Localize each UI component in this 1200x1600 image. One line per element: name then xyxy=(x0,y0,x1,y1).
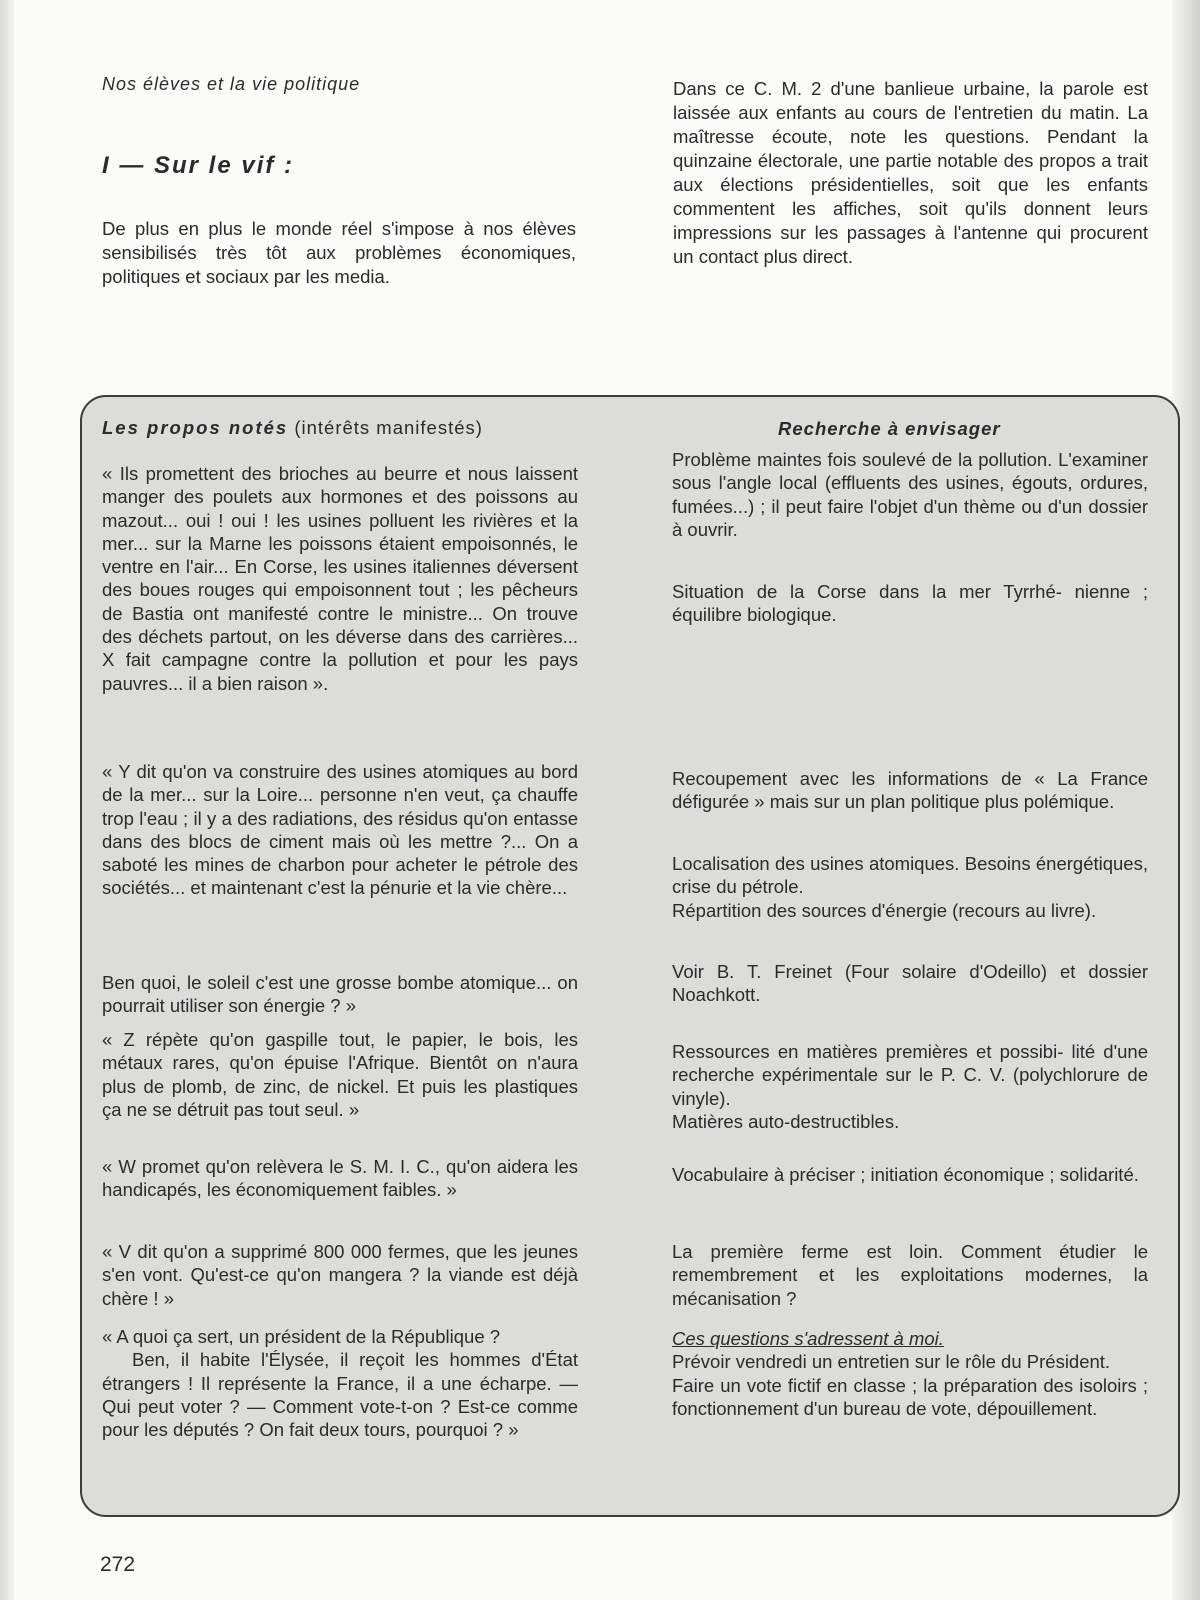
running-header: Nos élèves et la vie politique xyxy=(102,74,361,94)
research-freinet: Voir B. T. Freinet (Four solaire d'Odeillo) et dossier Noachkott. xyxy=(672,961,1148,1006)
research-resources xyxy=(672,1040,1148,1133)
research-corsica: Situation de la Corse dans la mer Tyrrhé- nienne ; équilibre biologique. xyxy=(672,581,1148,626)
research-friday-talk: Prévoir vendredi un entretien sur le rôle du Président. xyxy=(672,1351,1111,1373)
research-energy xyxy=(672,852,1148,922)
left-heading-italic: Les propos notés xyxy=(102,417,289,438)
right-column-heading: Recherche à envisager xyxy=(778,418,1001,439)
research-pcv: Ressources en matières premières et possibi- lité d'une recherche expérimentale sur le P. C. V. (polychlorure de vinyle). xyxy=(672,1041,1148,1109)
section-title: I — Sur le vif : xyxy=(102,152,295,179)
remark-sun: Ben quoi, le soleil c'est une grosse bombe atomique... on pourrait utiliser son énergie ? » xyxy=(102,972,578,1017)
remark-farms: « V dit qu'on a supprimé 800 000 fermes, que les jeunes s'en vont. Qu'est-ce qu'on mangera ? la viande est déjà chère ! » xyxy=(102,1241,578,1309)
remark-president-answer: Ben, il habite l'Élysée, il reçoit les hommes d'État étrangers ! Il représente la France, il a une écharpe. — Qui peut voter ? — Comment vote-t-on ? Est-ce comme pour les députés ? On fait deux tours, pourquoi ? » xyxy=(102,1349,578,1441)
remark-smic: « W promet qu'on relèvera le S. M. I. C., qu'on aidera les handicapés, les économiquement faibles. » xyxy=(102,1156,578,1201)
research-france-defiguree: Recoupement avec les informations de « La France défigurée » mais sur un plan politique plus polémique. xyxy=(672,768,1148,813)
research-questions-to-me: Ces questions s'adressent à moi. xyxy=(672,1328,944,1349)
page-number: 272 xyxy=(100,1553,136,1576)
research-atomic-plants: Localisation des usines atomiques. Besoins énergétiques, crise du pétrole. xyxy=(672,853,1148,898)
intro-paragraph: De plus en plus le monde réel s'impose à nos élèves sensibilisés très tôt aux problèmes économiques, politiques et sociaux par les media. xyxy=(102,218,576,287)
remark-atomic: « Y dit qu'on va construire des usines atomiques au bord de la mer... sur la Loire... personne n'en veut, ça chauffe trop l'eau ; il y a des radiations, des résidus qu'on entasse dans des blocs de ciment mais où les mettre ?... On a saboté les mines de charbon pour acheter le pétrole des sociétés... et maintenant c'est la pénurie et la vie chère... xyxy=(102,761,578,899)
research-farm: La première ferme est loin. Comment étudier le remembrement et les exploitations modernes, la mécanisation ? xyxy=(672,1241,1148,1309)
research-mock-vote: Faire un vote fictif en classe ; la préparation des isoloirs ; fonctionnement d'un bureau de vote, dépouillement. xyxy=(672,1374,1148,1419)
remark-pollution: « Ils promettent des brioches au beurre et nous laissent manger des poulets aux hormones et des poissons au mazout... oui ! oui ! les usines polluent les rivières et la mer... sur la Marne les poissons étaient empoisonnés, le ventre en l'air... En Corse, les usines italiennes déversent des boues rouges qui empoisonnent tout ; les pêcheurs de Bastia ont manifesté contre le ministre... On trouve des déchets partout, on les déverse dans des carrières... X fait campagne contre la pollution et pour les pays pauvres... il a bien raison ». xyxy=(102,463,578,694)
remark-waste: « Z répète qu'on gaspille tout, le papier, le bois, les métaux rares, qu'on épuise l'Afrique. Bientôt on n'aura plus de plomb, de zinc, de nickel. Et puis les plastiques ça ne se détruit pas tout seul. » xyxy=(102,1029,578,1120)
remark-president-question: « A quoi ça sert, un président de la République ? xyxy=(102,1326,501,1347)
research-energy-sources: Répartition des sources d'énergie (recours au livre). xyxy=(672,899,1097,921)
research-vocabulary: Vocabulaire à préciser ; initiation économique ; solidarité. xyxy=(672,1164,1139,1185)
research-pollution: Problème maintes fois soulevé de la pollution. L'examiner sous l'angle local (effluents des usines, égouts, ordures, fumées...) ; il peut faire l'objet d'un thème ou d'un dossier à ouvrir. xyxy=(672,449,1148,540)
binding-gutter xyxy=(0,0,14,1600)
right-intro-paragraph: Dans ce C. M. 2 d'une banlieue urbaine, la parole est laissée aux enfants au cours de l'entretien du matin. La maîtresse écoute, note les questions. Pendant la quinzaine électorale, une partie notable des propos a trait aux élections présidentielles, soit que les enfants commentent les affiches, soit qu'ils donnent leurs impressions sur les passages à l'antenne qui procurent un contact plus direct. xyxy=(673,78,1148,267)
research-materials: Matières auto-destructibles. xyxy=(672,1110,900,1132)
research-president xyxy=(672,1327,1148,1420)
remark-president xyxy=(102,1325,578,1441)
left-column-heading xyxy=(102,417,576,439)
left-heading-rest: (intérêts manifestés) xyxy=(288,417,483,438)
